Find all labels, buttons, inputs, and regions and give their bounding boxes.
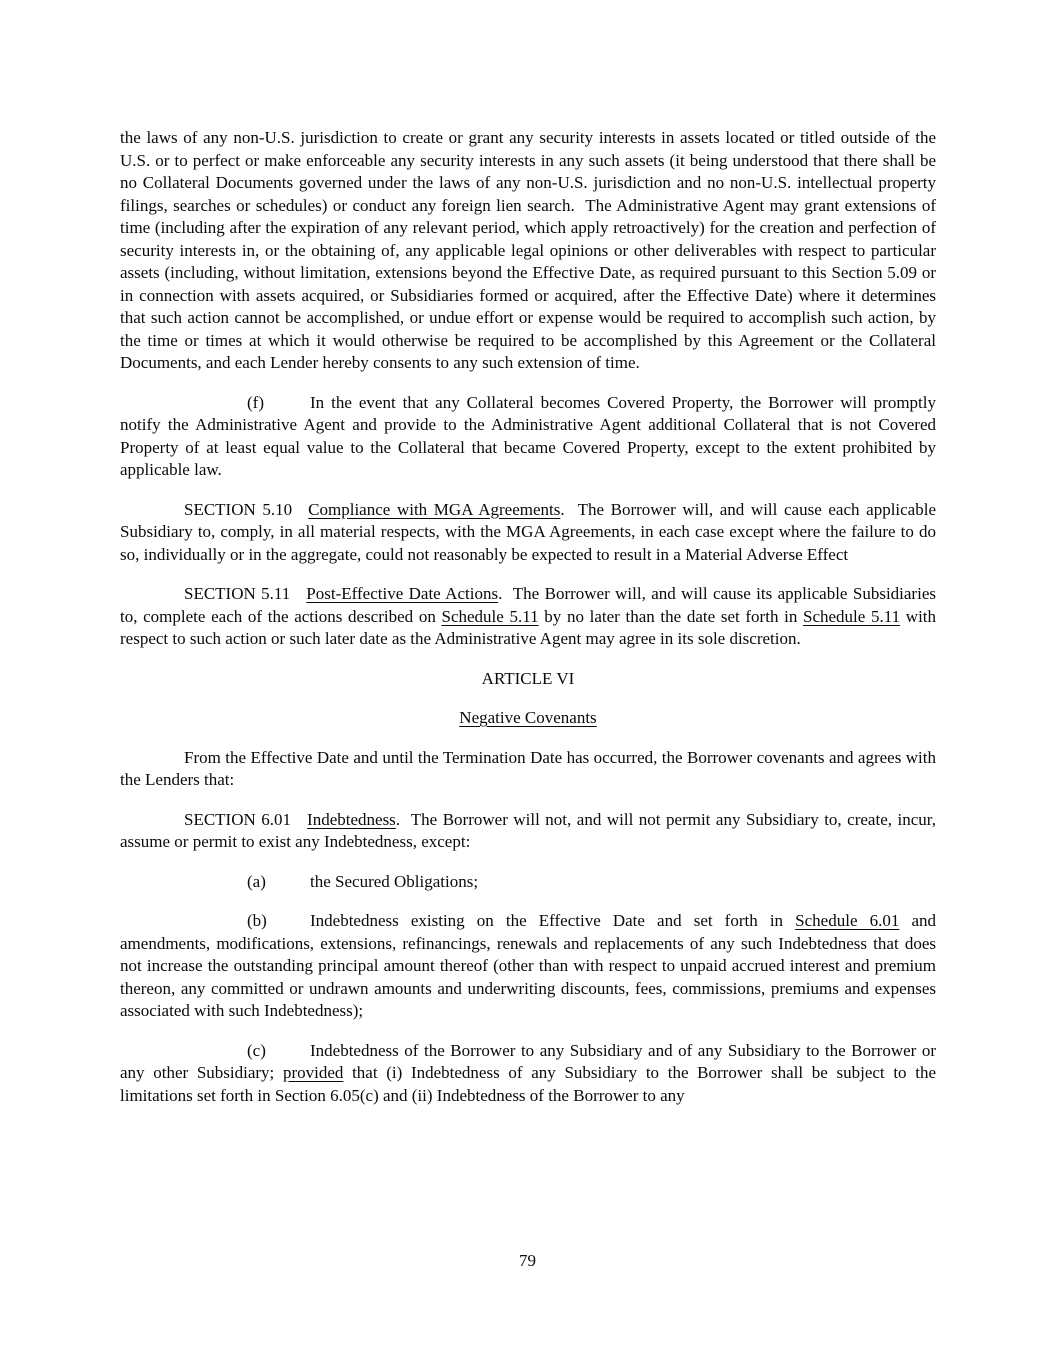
text-run: that (i) Indebtedness of any Subsidiary to the Borrower shall be subject to the limitations set forth in Section 6.05(c) and (ii) Indebtedness of the Borrower to any (120, 1063, 937, 1105)
list-item-paragraph (120, 871, 936, 894)
paragraph-label: (c) (247, 1040, 266, 1060)
underlined-text: Negative Covenants (459, 708, 597, 727)
paragraph-label: (f) (247, 392, 264, 412)
text-run: the Secured Obligations; (310, 871, 479, 891)
centered-heading (120, 668, 936, 691)
body-paragraph (120, 747, 936, 792)
text-run: . The Borrower will not, and will not permit any Subsidiary to, create, incur, assume or permit to exist any Indebtedness, except: (120, 809, 936, 851)
underlined-text: Post-Effective Date Actions (306, 584, 499, 603)
text-run: In the event that any Collateral becomes Covered Property, the Borrower will promptly notify the Administrative Agent and provide to the Administrative Agent additional Collateral that is not Covered Property of at least equal value to the Collateral that became Covered Property, except to the extent prohibited by applicable law. (120, 392, 936, 479)
text-run: From the Effective Date and until the Termination Date has occurred, the Borrower covenants and agrees with the Lenders that: (120, 747, 936, 789)
text-run: ARTICLE VI (481, 668, 575, 688)
centered-heading (120, 707, 936, 730)
paragraph-label: SECTION 6.01 (184, 809, 292, 829)
paragraph-label: (a) (247, 871, 266, 891)
text-run: . The Borrower will, and will cause each applicable Subsidiary to, comply, in all material respects, with the MGA Agreements, in each case except where the failure to do so, individually or in the aggregate, could not reasonably be expected to result in a Material Adverse Effect (120, 499, 936, 564)
text-run: . The Borrower will, and will cause its applicable Subsidiaries to, complete each of the actions described on (120, 584, 936, 626)
list-item-paragraph (120, 392, 936, 482)
text-run: the laws of any non-U.S. jurisdiction to create or grant any security interests in assets located or titled outside of the U.S. or to perfect or make enforceable any security interests in any such assets (it being understood that there shall be no Collateral Documents governed under the laws of any non-U.S. jurisdiction and no non-U.S. intellectual property filings, searches or schedules) or conduct any foreign lien search. The Administrative Agent may grant extensions of time (including after the expiration of any relevant period, which apply retroactively) for the creation and perfection of security interests in, or the obtaining of, any applicable legal opinions or other deliverables with respect to particular assets (including, without limitation, extensions beyond the Effective Date, as required pursuant to this Section 5.09 or in connection with assets acquired, or Subsidiaries formed or acquired, after the Effective Date) where it determines that such action cannot be accomplished, or undue effort or expense would be required to accomplish such action, by the time or times at which it would otherwise be required to be accomplished by this Agreement or the Collateral Documents, and each Lender hereby consents to any such extension of time. (120, 128, 936, 372)
paragraph-label: SECTION 5.10 (184, 499, 293, 519)
list-item-paragraph (120, 910, 936, 1023)
underlined-text: Compliance with MGA Agreements (308, 499, 561, 519)
underlined-text: Schedule 6.01 (795, 911, 900, 930)
underlined-text: Schedule 5.11 (441, 606, 539, 626)
list-item-paragraph (120, 1040, 936, 1108)
paragraph-label: (b) (247, 911, 267, 930)
page-number: 79 (519, 1251, 536, 1270)
paragraph-label: SECTION 5.11 (184, 584, 291, 603)
text-run: and amendments, modifications, extensions, refinancings, renewals and replacements of any such Indebtedness that does not increase the outstanding principal amount thereof (other than with respect to unpaid accrued interest and premium thereon, any committed or undrawn amounts and underwriting discounts, fees, commissions, premiums and expenses associated with such Indebtedness); (120, 911, 936, 1020)
document-body (120, 127, 936, 1124)
section-paragraph (120, 583, 936, 651)
section-paragraph (120, 809, 936, 854)
text-run: by no later than the date set forth in (538, 606, 804, 626)
underlined-text: provided (282, 1063, 344, 1082)
underlined-text: Schedule 5.11 (803, 606, 901, 626)
section-paragraph (120, 499, 936, 567)
underlined-text: Indebtedness (307, 809, 396, 829)
text-run: with respect to such action or such later date as the Administrative Agent may agree in its sole discretion. (120, 606, 937, 648)
body-paragraph (120, 127, 936, 375)
text-run: Indebtedness existing on the Effective Date and set forth in (310, 911, 796, 930)
text-run: Indebtedness of the Borrower to any Subsidiary and of any Subsidiary to the Borrower or any other Subsidiary; (120, 1040, 936, 1082)
